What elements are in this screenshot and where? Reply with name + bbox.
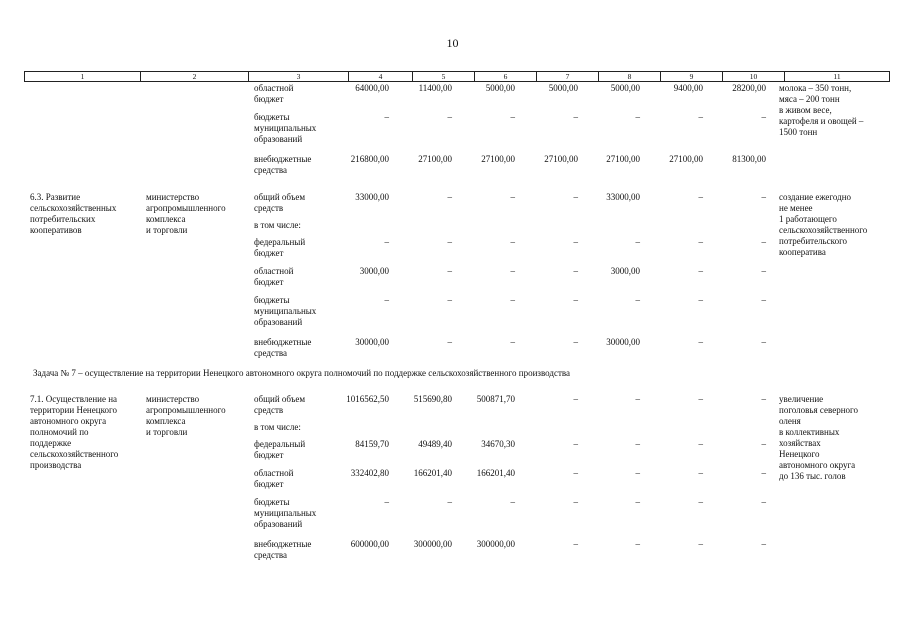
row-label: внебюджетные средства [254, 539, 312, 560]
value-cell: 64000,00 [355, 83, 389, 93]
value-cell: 30000,00 [606, 337, 640, 347]
value-cell: – [761, 237, 766, 247]
value-cell: – [573, 337, 578, 347]
value-cell: – [510, 295, 515, 305]
row-label: областной бюджет [254, 468, 294, 489]
value-cell: – [510, 112, 515, 122]
value-cell: – [635, 394, 640, 404]
value-cell: – [698, 192, 703, 202]
value-cell: – [761, 468, 766, 478]
value-cell: – [698, 112, 703, 122]
value-cell: – [761, 439, 766, 449]
row-label: общий объем средств [254, 394, 306, 415]
value-cell: – [761, 394, 766, 404]
value-cell: – [447, 337, 452, 347]
item-executor: министерство агропромышленного комплекса и торговли [146, 192, 226, 235]
row-label: бюджеты муниципальных образований [254, 112, 317, 144]
row-label: федеральный бюджет [254, 237, 306, 258]
value-cell: – [447, 497, 452, 507]
column-number: 10 [723, 72, 785, 82]
column-number: 6 [475, 72, 537, 82]
value-cell: – [761, 295, 766, 305]
column-number: 3 [249, 72, 349, 82]
value-cell: – [761, 192, 766, 202]
value-cell: – [698, 497, 703, 507]
column-number: 8 [599, 72, 661, 82]
value-cell: – [573, 394, 578, 404]
row-label: федеральный бюджет [254, 439, 306, 460]
page-number: 10 [446, 36, 459, 50]
value-cell: 332402,80 [350, 468, 389, 478]
value-cell: 49489,40 [418, 439, 452, 449]
column-number: 2 [141, 72, 249, 82]
value-cell: 81300,00 [732, 154, 766, 164]
value-cell: 1016562,50 [346, 394, 389, 404]
value-cell: – [573, 237, 578, 247]
column-number: 4 [349, 72, 413, 82]
value-cell: 5000,00 [485, 83, 515, 93]
value-cell: – [447, 192, 452, 202]
value-cell: – [573, 266, 578, 276]
row-label: внебюджетные средства [254, 154, 312, 175]
value-cell: – [510, 266, 515, 276]
value-cell: 34670,30 [481, 439, 515, 449]
value-cell: – [447, 295, 452, 305]
value-cell: – [573, 295, 578, 305]
value-cell: 33000,00 [355, 192, 389, 202]
column-number: 7 [537, 72, 599, 82]
value-cell: 27100,00 [418, 154, 452, 164]
value-cell: 30000,00 [355, 337, 389, 347]
value-cell: 515690,80 [413, 394, 452, 404]
value-cell: – [635, 468, 640, 478]
value-cell: 9400,00 [673, 83, 703, 93]
value-cell: – [384, 112, 389, 122]
value-cell: 500871,70 [476, 394, 515, 404]
value-cell: – [635, 539, 640, 549]
row-label: внебюджетные средства [254, 337, 312, 358]
value-cell: 27100,00 [606, 154, 640, 164]
value-cell: 216800,00 [350, 154, 389, 164]
expected-result: создание ежегодно не менее 1 работающего сельскохозяйственного потребительского кооператива [779, 192, 868, 257]
value-cell: 3000,00 [359, 266, 389, 276]
value-cell: – [573, 439, 578, 449]
value-cell: – [384, 295, 389, 305]
value-cell: – [635, 237, 640, 247]
expected-result: увеличение поголовья северного оленя в коллективных хозяйствах Ненецкого автономного округа до 136 тыс. голов [779, 394, 858, 481]
value-cell: – [635, 112, 640, 122]
value-cell: 5000,00 [610, 83, 640, 93]
value-cell: – [698, 237, 703, 247]
row-label: областной бюджет [254, 83, 294, 104]
value-cell: – [698, 394, 703, 404]
value-cell: – [635, 439, 640, 449]
value-cell: 11400,00 [418, 83, 452, 93]
value-cell: – [447, 266, 452, 276]
value-cell: 27100,00 [481, 154, 515, 164]
item-name: 7.1. Осуществление на территории Ненецкого автономного округа полномочий по поддержке сельскохозяйственного производства [30, 394, 119, 470]
value-cell: – [698, 337, 703, 347]
value-cell: – [384, 497, 389, 507]
value-cell: – [510, 192, 515, 202]
row-label: в том числе: [254, 422, 301, 432]
value-cell: – [761, 497, 766, 507]
value-cell: – [761, 337, 766, 347]
value-cell: – [573, 539, 578, 549]
value-cell: – [761, 266, 766, 276]
value-cell: – [635, 295, 640, 305]
value-cell: 600000,00 [350, 539, 389, 549]
value-cell: – [761, 112, 766, 122]
value-cell: – [384, 237, 389, 247]
value-cell: – [573, 192, 578, 202]
row-label: в том числе: [254, 220, 301, 230]
row-label: бюджеты муниципальных образований [254, 497, 317, 529]
value-cell: 3000,00 [610, 266, 640, 276]
item-executor: министерство агропромышленного комплекса и торговли [146, 394, 226, 437]
value-cell: – [698, 295, 703, 305]
value-cell: – [573, 112, 578, 122]
value-cell: 300000,00 [476, 539, 515, 549]
value-cell: 27100,00 [544, 154, 578, 164]
value-cell: 84159,70 [355, 439, 389, 449]
value-cell: – [510, 497, 515, 507]
value-cell: – [698, 266, 703, 276]
value-cell: – [761, 539, 766, 549]
value-cell: – [698, 468, 703, 478]
value-cell: – [510, 237, 515, 247]
value-cell: 300000,00 [413, 539, 452, 549]
value-cell: – [698, 439, 703, 449]
value-cell: 5000,00 [548, 83, 578, 93]
value-cell: 166201,40 [476, 468, 515, 478]
value-cell: 27100,00 [669, 154, 703, 164]
value-cell: 166201,40 [413, 468, 452, 478]
value-cell: – [698, 539, 703, 549]
row-label: общий объем средств [254, 192, 306, 213]
value-cell: – [510, 337, 515, 347]
value-cell: – [573, 468, 578, 478]
column-header-row [24, 71, 890, 82]
value-cell: 28200,00 [732, 83, 766, 93]
column-number: 1 [25, 72, 141, 82]
column-number: 11 [785, 72, 890, 82]
column-number: 5 [413, 72, 475, 82]
value-cell: – [573, 497, 578, 507]
expected-result: молока – 350 тонн, мяса – 200 тонн в живом весе, картофеля и овощей – 1500 тонн [779, 83, 864, 137]
value-cell: 33000,00 [606, 192, 640, 202]
task-heading: Задача № 7 – осуществление на территории Ненецкого автономного округа полномочий по поддержке сельскохозяйственного производства [33, 368, 571, 378]
item-name: 6.3. Развитие сельскохозяйственных потребительских кооперативов [30, 192, 117, 235]
row-label: бюджеты муниципальных образований [254, 295, 317, 327]
value-cell: – [635, 497, 640, 507]
row-label: областной бюджет [254, 266, 294, 287]
value-cell: – [447, 112, 452, 122]
column-number: 9 [661, 72, 723, 82]
value-cell: – [447, 237, 452, 247]
